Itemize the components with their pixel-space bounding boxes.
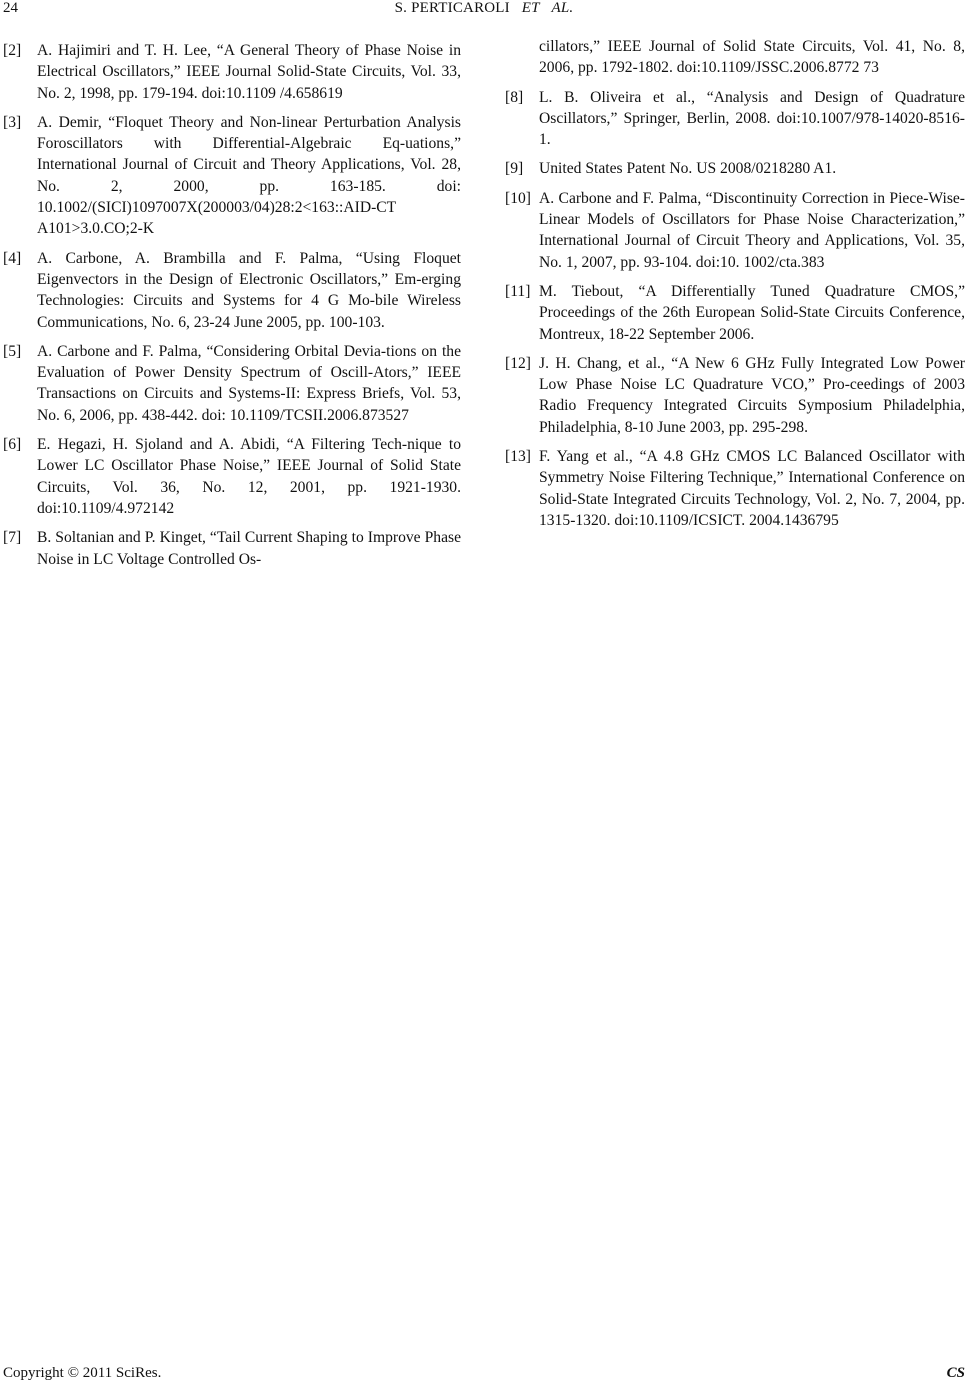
reference-item [505,188,965,273]
reference-text: A. Carbone and F. Palma, “Discontinuity Correction in Piece-Wise-Linear Models of Oscillators for Phase Noise Characterization,” International Journal of Circuit Theory and Applications, Vol. 35, No. 1, 2007, pp. 93-104. doi:10. 1002/cta.383 [539,189,965,271]
footer-copyright: Copyright © 2011 SciRes. [3,1365,162,1381]
reference-number: [12] [505,354,531,372]
reference-number: [13] [505,448,531,466]
reference-number: [10] [505,189,531,207]
page-number: 24 [3,0,18,16]
footer-journal-abbrev: CS [946,1365,965,1381]
reference-text: A. Carbone, A. Brambilla and F. Palma, “Using Floquet Eigenvectors in the Design of Electronic Oscillators,” Em-erging Technologies: Circuits and Systems for 4 G Mo-bile Wireless Communications, No. 6, 23-24 June 2005, pp. 100-103. [37,249,461,331]
running-head-et: ET [521,0,540,16]
references-left-column [3,40,461,578]
running-head [0,0,968,17]
reference-number: [4] [3,249,22,267]
reference-number: [11] [505,282,531,300]
reference-item [3,112,461,240]
reference-continuation: cillators,” IEEE Journal of Solid State Circuits, Vol. 41, No. 8, 2006, pp. 1792-1802. doi:10.1109/JSSC.2006.8772 73 [539,38,965,77]
running-head-authors: S. PERTICAROLI [394,0,510,16]
reference-item [505,353,965,438]
reference-text: M. Tiebout, “A Differentially Tuned Quadrature CMOS,” Proceedings of the 26th European Solid-State Circuits Conference, Montreux, 18-22 September 2006. [539,282,965,343]
reference-text: B. Soltanian and P. Kinget, “Tail Current Shaping to Improve Phase Noise in LC Voltage Controlled Os- [37,529,461,568]
reference-number: [2] [3,42,22,59]
reference-text: United States Patent No. US 2008/0218280 A1. [539,160,837,178]
reference-text: E. Hegazi, H. Sjoland and A. Abidi, “A Filtering Tech-nique to Lower LC Oscillator Phase Noise,” IEEE Journal of Solid State Circuits, Vol. 36, No. 12, 2001, pp. 1921-1930. doi:10.1109/4.972142 [37,436,461,517]
reference-item [3,40,461,104]
reference-text: A. Hajimiri and T. H. Lee, “A General Theory of Phase Noise in Electrical Oscillators,” IEEE Journal Solid-State Circuits, Vol. 33, No. 2, 1998, pp. 179-194. doi:10.1109 /4.658619 [37,42,461,102]
reference-number: [5] [3,342,22,360]
references-right-column [505,36,965,539]
reference-text: F. Yang et al., “A 4.8 GHz CMOS LC Balanced Oscillator with Symmetry Noise Filtering Technique,” International Conference on Solid-State Integrated Circuits Technology, Vol. 2, No. 7, 2004, pp. 1315-1320. doi:10.1109/ICSICT. 2004.1436795 [539,448,965,529]
reference-item [3,434,461,519]
reference-item [505,446,965,531]
reference-number: [6] [3,436,22,454]
reference-text: A. Carbone and F. Palma, “Considering Orbital Devia-tions on the Evaluation of Power Density Spectrum of Oscill-Ators,” IEEE Transactions on Circuits and Systems-II: Express Briefs, Vol. 53, No. 6, 2006, pp. 438-442. doi: 10.1109/TCSII.2006.873527 [37,342,461,424]
reference-text: J. H. Chang, et al., “A New 6 GHz Fully Integrated Low Power Low Phase Noise LC Quadrature VCO,” Pro-ceedings of 2003 Radio Frequency Integrated Circuits Symposium Philadelphia, Philadelphia, 8-10 June 2003, pp. 295-298. [539,354,965,436]
reference-number: [8] [505,88,524,106]
reference-item [505,158,965,179]
reference-item [3,248,461,333]
reference-number: [9] [505,160,524,178]
reference-number: [3] [3,113,22,131]
reference-item [505,87,965,151]
reference-text: A. Demir, “Floquet Theory and Non-linear Perturbation Analysis Foroscillators with Differential-Algebraic Eq-uations,” International Journal of Circuit and Theory Applications, Vol. 28, No. 2, 2000, pp. 163-185. doi: 10.1002/(SICI)1097007X(200003/04)28:2<163::AID-CT A101>3.0.CO;2-K [37,113,461,238]
reference-text: L. B. Oliveira et al., “Analysis and Design of Quadrature Oscillators,” Springer, Berlin, 2008. doi:10.1007/978-14020-8516-1. [539,88,965,149]
running-head-al: AL. [551,0,574,16]
reference-item [3,341,461,426]
reference-number: [7] [3,529,22,547]
reference-item [505,281,965,345]
reference-item [3,527,461,570]
